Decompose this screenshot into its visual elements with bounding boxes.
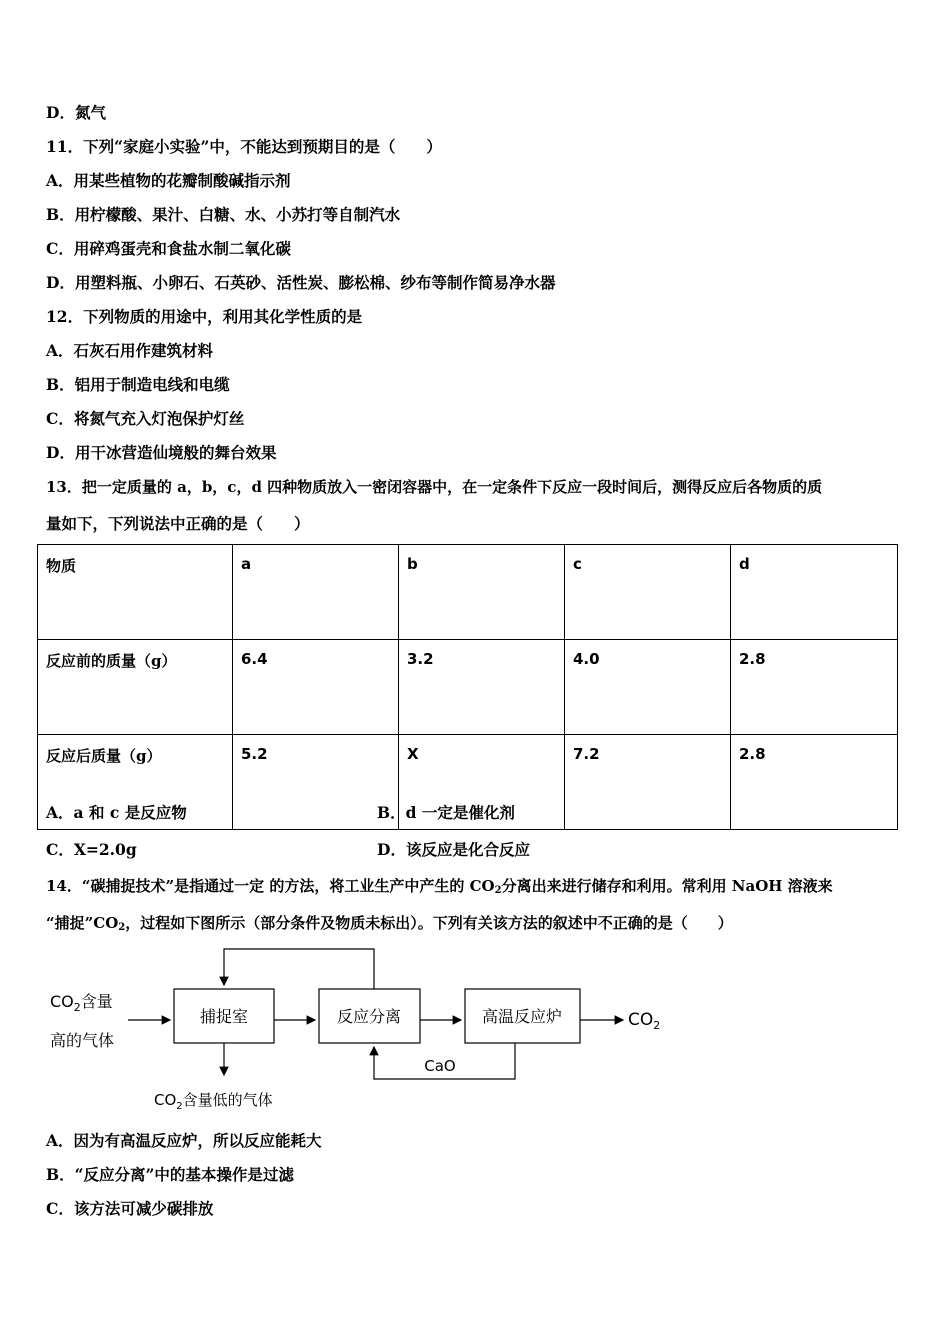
output-co2: $CO_2$ (628, 1010, 661, 1032)
table-cell: c (565, 545, 731, 640)
table-cell: 反应后质量（g） (38, 735, 233, 830)
question-14-line1 (46, 876, 833, 901)
subscript: 2 (494, 885, 502, 896)
table-cell: a (233, 545, 399, 640)
carbon-capture-flow-diagram (40, 945, 700, 1120)
q14-text: “捕捉”CO (46, 914, 119, 932)
q11-option-c: C．用碎鸡蛋壳和食盐水制二氧化碳 (46, 239, 291, 258)
question-14-line2 (46, 913, 733, 938)
q12-option-d: D．用干冰营造仙境般的舞台效果 (46, 443, 277, 462)
table-cell: 2.8 (731, 640, 898, 735)
subscript: 2 (118, 922, 126, 933)
table-cell: 4.0 (565, 640, 731, 735)
table-cell: 5.2 (233, 735, 399, 830)
q14-option-c: C．该方法可减少碳排放 (46, 1199, 214, 1218)
table-cell: 反应前的质量（g） (38, 640, 233, 735)
q14-text: ，过程如下图所示（部分条件及物质未标出）。下列有关该方法的叙述中不正确的是（ ） (125, 914, 733, 932)
mass-table (37, 544, 898, 830)
q14-text: 14．“碳捕捉技术”是指通过一定 的方法，将工业生产中产生的 CO (46, 877, 495, 895)
q11-option-b: B．用柠檬酸、果汁、白糖、水、小苏打等自制汽水 (46, 205, 401, 224)
table-cell: 3.2 (399, 640, 565, 735)
table-cell: 2.8 (731, 735, 898, 830)
q11-option-a: A．用某些植物的花瓣制酸碱指示剂 (46, 171, 291, 190)
question-11: 11．下列“家庭小实验”中，不能达到预期目的是（ ） (46, 137, 442, 156)
reaction-separation-label: 反应分离 (336, 1007, 402, 1026)
question-12: 12．下列物质的用途中，利用其化学性质的是 (46, 307, 363, 326)
cao-label: CaO (424, 1057, 456, 1075)
question-13-line2: 量如下，下列说法中正确的是（ ） (46, 514, 310, 533)
input-label-line1: $CO_2$含量 (50, 992, 113, 1014)
q11-option-d: D．用塑料瓶、小卵石、石英砂、活性炭、膨松棉、纱布等制作简易净水器 (46, 273, 556, 292)
q14-option-a: A．因为有高温反应炉，所以反应能耗大 (46, 1131, 322, 1150)
input-label-line2: 高的气体 (50, 1031, 115, 1050)
q14-option-b: B．“反应分离”中的基本操作是过滤 (46, 1165, 294, 1184)
table-cell: 物质 (38, 545, 233, 640)
low-co2-gas-label: $CO_2$含量低的气体 (154, 1091, 273, 1112)
q13-option-a: A．a 和 c 是反应物 (46, 803, 187, 822)
table-cell: X (399, 735, 565, 830)
table-cell: b (399, 545, 565, 640)
q13-option-b: B．d 一定是催化剂 (377, 803, 515, 822)
q12-option-c: C．将氮气充入灯泡保护灯丝 (46, 409, 245, 428)
table-cell: d (731, 545, 898, 640)
q13-option-d: D．该反应是化合反应 (377, 840, 530, 859)
table-row (38, 545, 898, 640)
option-d-prev: D．氮气 (46, 103, 106, 122)
table-cell: 6.4 (233, 640, 399, 735)
q12-option-a: A．石灰石用作建筑材料 (46, 341, 214, 360)
capture-chamber-label: 捕捉室 (199, 1007, 249, 1026)
high-temp-furnace-label: 高温反应炉 (481, 1007, 563, 1026)
q13-option-c: C．X=2.0g (46, 840, 137, 859)
q14-text: 分离出来进行储存和利用。常利用 NaOH 溶液来 (501, 877, 833, 895)
recycle-arrow-top (224, 949, 374, 989)
table-row (38, 640, 898, 735)
q12-option-b: B．铝用于制造电线和电缆 (46, 375, 230, 394)
question-13-line1: 13．把一定质量的 a，b，c，d 四种物质放入一密闭容器中，在一定条件下反应一段时间后，测得反应后各物质的质 (46, 478, 823, 496)
table-cell: 7.2 (565, 735, 731, 830)
